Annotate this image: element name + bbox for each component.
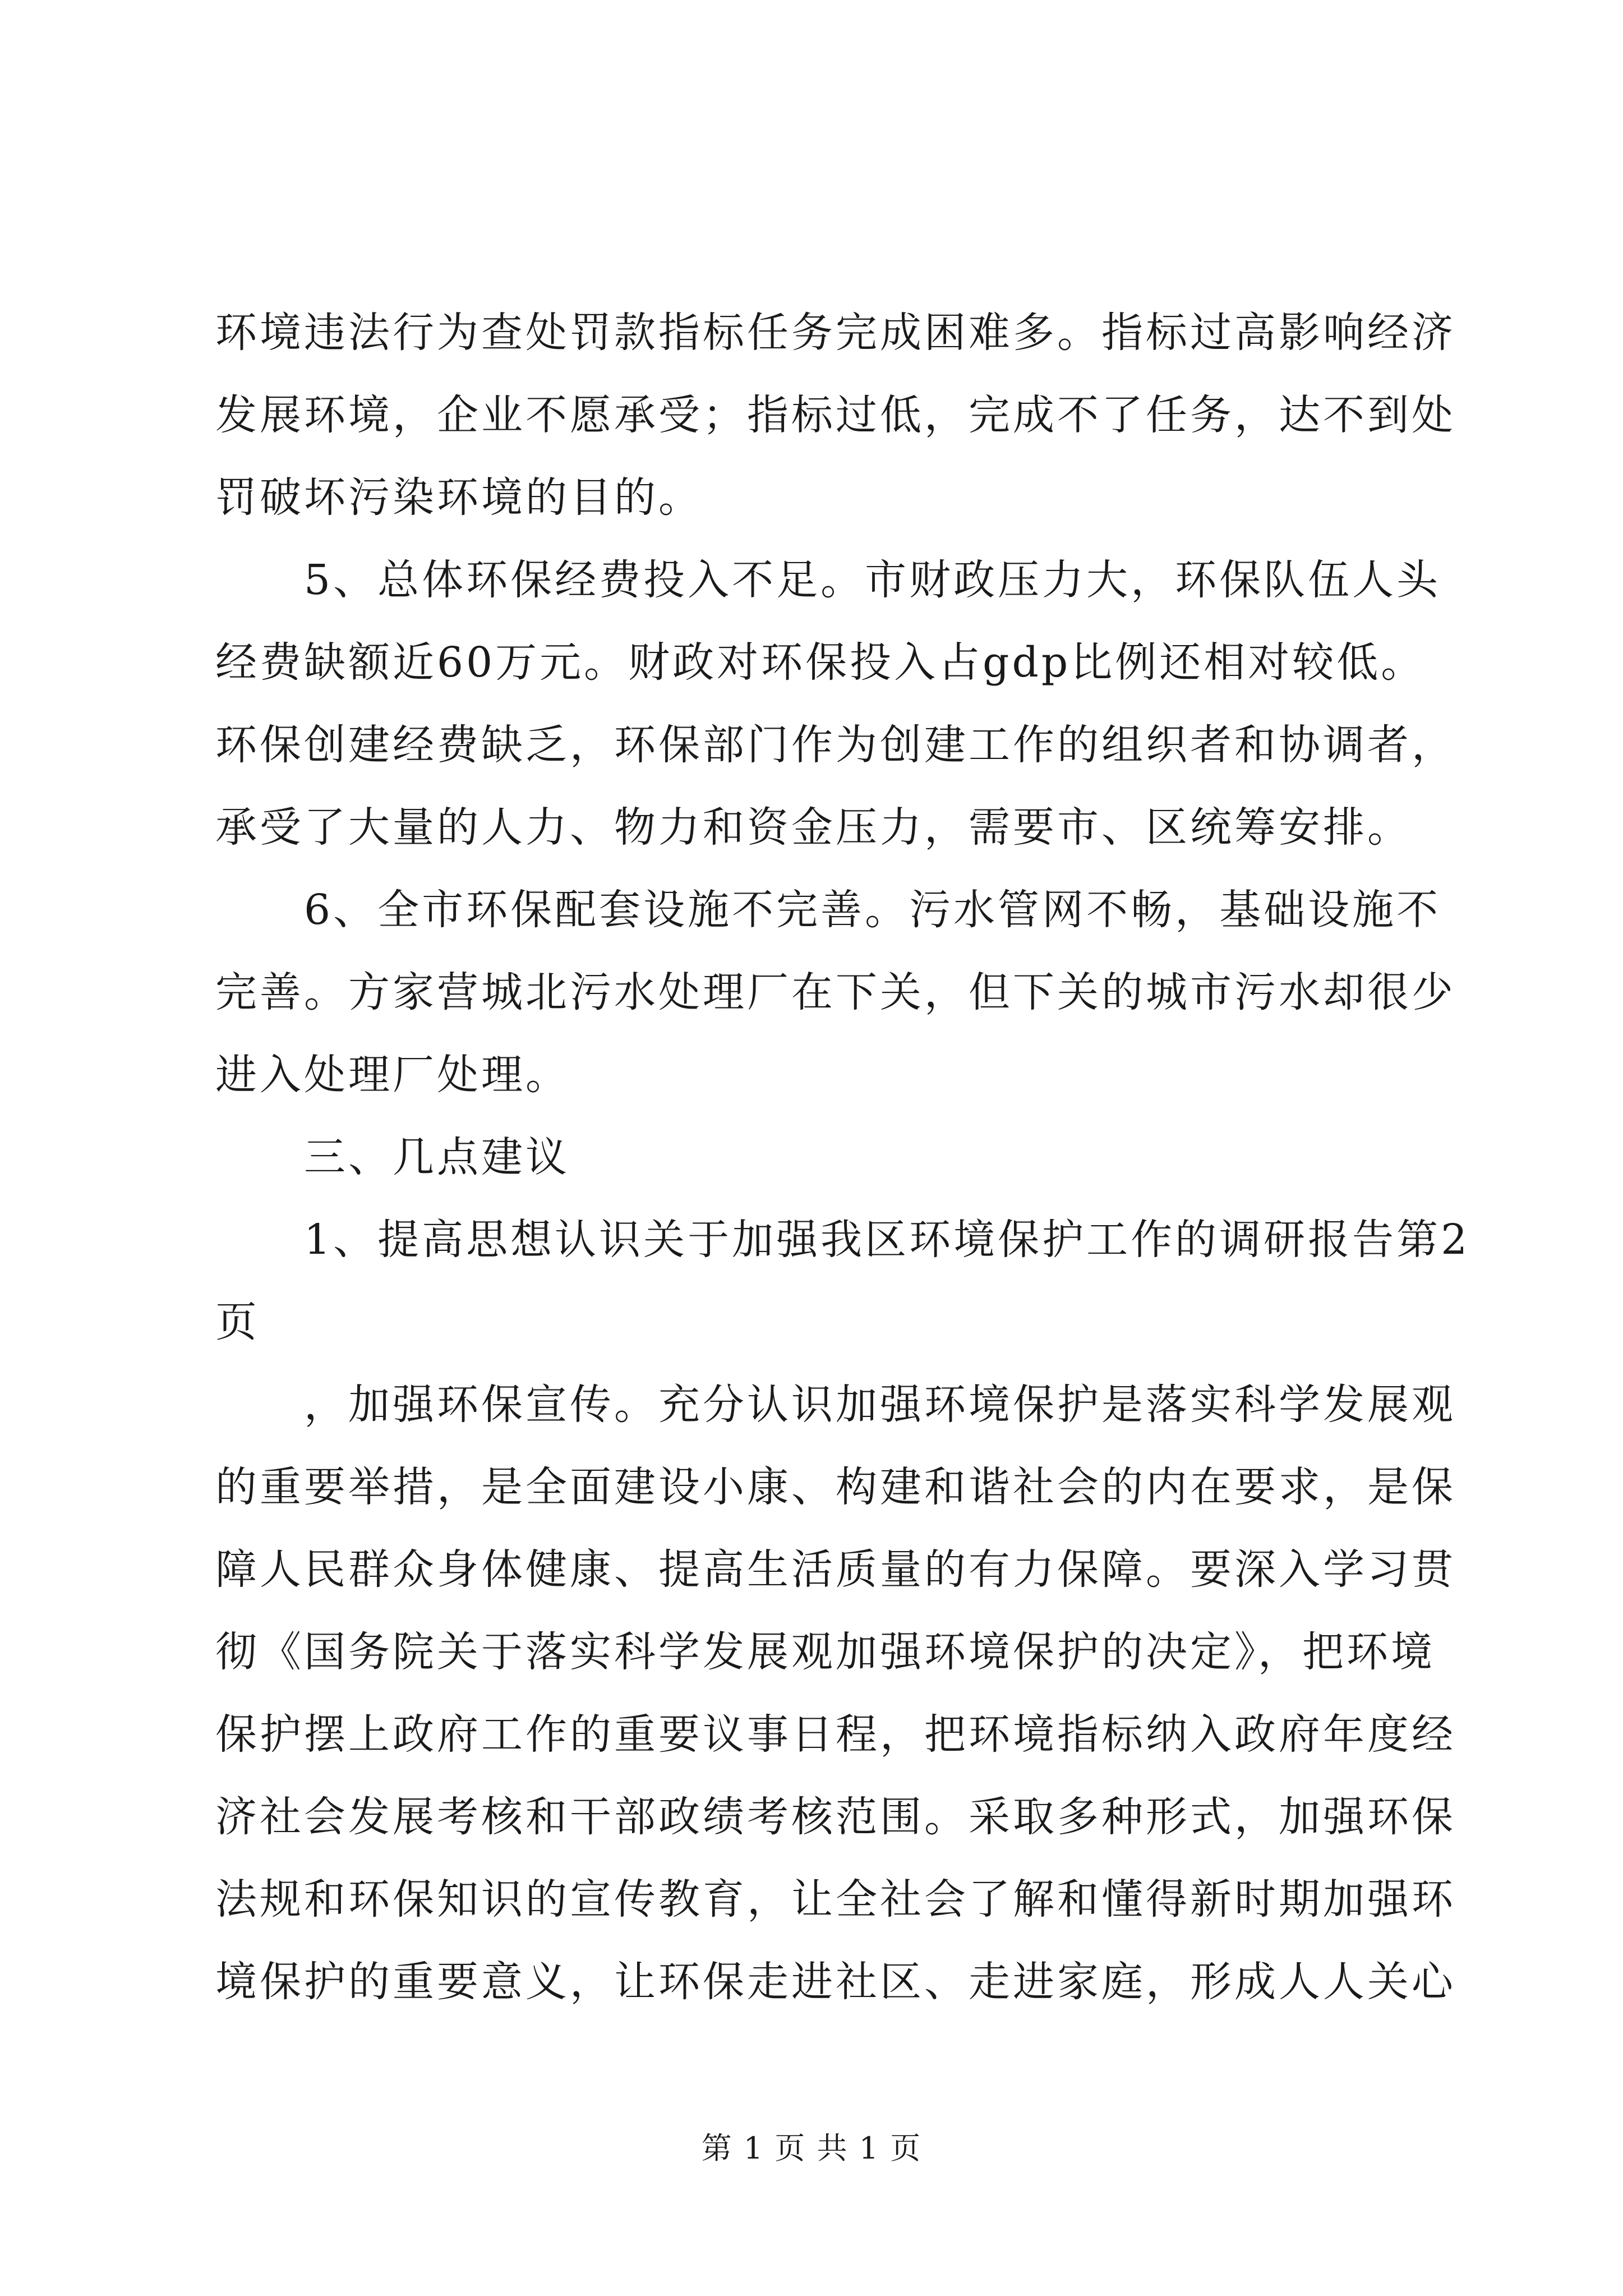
text-line: 济社会发展考核和干部政绩考核范围。采取多种形式，加强环保 xyxy=(215,1793,1456,1841)
text-line: 罚破坏污染环境的目的。 xyxy=(215,473,703,522)
text-line: 环保创建经费缺乏，环保部门作为创建工作的组织者和协调者， xyxy=(215,721,1456,769)
section-heading: 三、几点建议 xyxy=(215,1133,570,1181)
text-line: 彻《国务院关于落实科学发展观加强环境保护的决定》，把环境 xyxy=(215,1628,1435,1676)
text-line: 承受了大量的人力、物力和资金压力，需要市、区统筹安排。 xyxy=(215,803,1412,852)
text-line: 的重要举措，是全面建设小康、构建和谐社会的内在要求，是保 xyxy=(215,1463,1456,1511)
text-line: 环境违法行为查处罚款指标任务完成困难多。指标过高影响经济 xyxy=(215,309,1456,357)
text-line: 页 xyxy=(215,1298,260,1346)
page-footer xyxy=(0,2126,1623,2171)
text-line: 法规和环保知识的宣传教育，让全社会了解和懂得新时期加强环 xyxy=(215,1875,1456,1924)
page-number-label: 第 1 页 共 1 页 xyxy=(701,2131,922,2166)
text-line: ，加强环保宣传。充分认识加强环境保护是落实科学发展观 xyxy=(215,1381,1456,1429)
text-line: 境保护的重要意义，让环保走进社区、走进家庭，形成人人关心 xyxy=(215,1958,1456,2006)
text-line: 5、总体环保经费投入不足。市财政压力大，环保队伍人头 xyxy=(215,556,1441,604)
text-line: 发展环境，企业不愿承受；指标过低，完成不了任务，达不到处 xyxy=(215,391,1456,439)
text-line: 1、提高思想认识关于加强我区环境保护工作的调研报告第2 xyxy=(215,1216,1470,1264)
document-body xyxy=(215,292,1470,2023)
text-line: 经费缺额近60万元。财政对环保投入占gdp比例还相对较低。 xyxy=(215,638,1426,687)
text-line: 障人民群众身体健康、提高生活质量的有力保障。要深入学习贯 xyxy=(215,1545,1456,1594)
text-line: 完善。方家营城北污水处理厂在下关，但下关的城市污水却很少 xyxy=(215,968,1456,1016)
text-line: 进入处理厂处理。 xyxy=(215,1051,570,1099)
text-line: 6、全市环保配套设施不完善。污水管网不畅，基础设施不 xyxy=(215,886,1441,934)
text-line: 保护摆上政府工作的重要议事日程，把环境指标纳入政府年度经 xyxy=(215,1710,1456,1759)
